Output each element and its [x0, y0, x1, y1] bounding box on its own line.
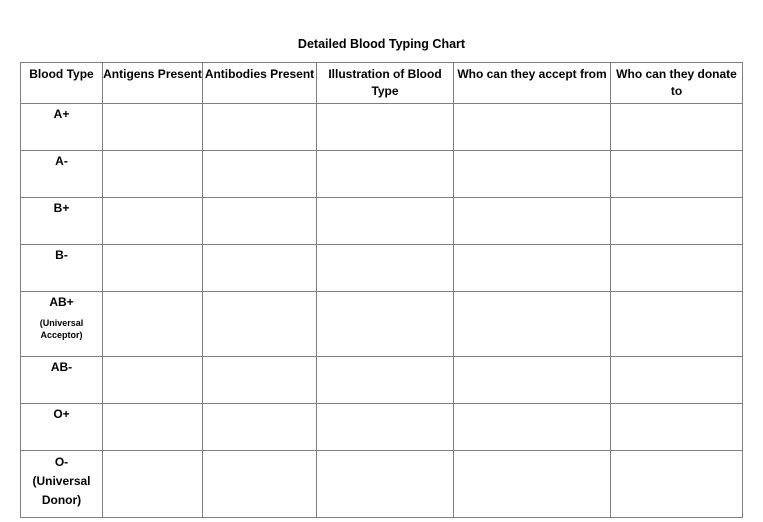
blood-type-cell: [21, 404, 103, 451]
antigens-cell[interactable]: [103, 404, 203, 451]
column-header-illustration: Illustration of Blood Type: [317, 63, 454, 104]
accept-from-cell[interactable]: [454, 198, 611, 245]
blood-type-label: AB-: [50, 360, 73, 374]
antigens-cell[interactable]: [103, 151, 203, 198]
blood-type-note: Donor): [41, 493, 82, 507]
blood-type-cell: [21, 151, 103, 198]
illustration-cell[interactable]: [317, 151, 454, 198]
donate-to-cell[interactable]: [611, 292, 743, 357]
blood-typing-table: [20, 62, 743, 518]
accept-from-cell[interactable]: [454, 404, 611, 451]
accept-from-cell[interactable]: [454, 104, 611, 151]
antigens-cell[interactable]: [103, 198, 203, 245]
column-header-donate-to: Who can they donate to: [611, 63, 743, 104]
blood-type-cell: [21, 245, 103, 292]
table-row: [21, 245, 743, 292]
blood-type-label: AB+: [49, 295, 74, 309]
antibodies-cell[interactable]: [203, 292, 317, 357]
illustration-cell[interactable]: [317, 292, 454, 357]
table-row: [21, 151, 743, 198]
accept-from-cell[interactable]: [454, 292, 611, 357]
column-header-antigens: Antigens Present: [103, 63, 203, 104]
blood-type-label: O-: [54, 455, 69, 469]
blood-type-label: A+: [53, 107, 70, 121]
header-row: [21, 63, 743, 104]
table-row: [21, 104, 743, 151]
donate-to-cell[interactable]: [611, 451, 743, 518]
accept-from-cell[interactable]: [454, 151, 611, 198]
antigens-cell[interactable]: [103, 104, 203, 151]
blood-type-label: B+: [53, 201, 70, 215]
illustration-cell[interactable]: [317, 198, 454, 245]
column-header-blood-type: Blood Type: [21, 63, 103, 104]
table-row: [21, 357, 743, 404]
antibodies-cell[interactable]: [203, 357, 317, 404]
blood-type-label: B-: [55, 248, 68, 262]
blood-type-cell: [21, 292, 103, 357]
illustration-cell[interactable]: [317, 104, 454, 151]
antibodies-cell[interactable]: [203, 245, 317, 292]
column-header-accept-from: Who can they accept from: [454, 63, 611, 104]
table-row: [21, 404, 743, 451]
page-title: Detailed Blood Typing Chart: [297, 37, 466, 51]
blood-type-cell: [21, 104, 103, 151]
table-row: [21, 292, 743, 357]
illustration-cell[interactable]: [317, 404, 454, 451]
table-row: [21, 198, 743, 245]
donate-to-cell[interactable]: [611, 404, 743, 451]
accept-from-cell[interactable]: [454, 357, 611, 404]
illustration-cell[interactable]: [317, 245, 454, 292]
donate-to-cell[interactable]: [611, 198, 743, 245]
column-header-antibodies: Antibodies Present: [203, 63, 317, 104]
blood-type-cell: [21, 198, 103, 245]
blood-type-label: A-: [55, 154, 68, 168]
accept-from-cell[interactable]: [454, 451, 611, 518]
antibodies-cell[interactable]: [203, 151, 317, 198]
antibodies-cell[interactable]: [203, 404, 317, 451]
table-row: [21, 451, 743, 518]
antibodies-cell[interactable]: [203, 451, 317, 518]
antibodies-cell[interactable]: [203, 198, 317, 245]
antigens-cell[interactable]: [103, 357, 203, 404]
accept-from-cell[interactable]: [454, 245, 611, 292]
antigens-cell[interactable]: [103, 245, 203, 292]
blood-type-note: (Universal: [39, 318, 84, 328]
donate-to-cell[interactable]: [611, 357, 743, 404]
antigens-cell[interactable]: [103, 451, 203, 518]
donate-to-cell[interactable]: [611, 151, 743, 198]
blood-type-label: O+: [53, 407, 70, 421]
antibodies-cell[interactable]: [203, 104, 317, 151]
illustration-cell[interactable]: [317, 451, 454, 518]
blood-type-note: (Universal: [32, 474, 91, 488]
donate-to-cell[interactable]: [611, 104, 743, 151]
antigens-cell[interactable]: [103, 292, 203, 357]
illustration-cell[interactable]: [317, 357, 454, 404]
donate-to-cell[interactable]: [611, 245, 743, 292]
blood-type-cell: [21, 357, 103, 404]
blood-type-note: Acceptor): [40, 330, 83, 340]
blood-type-cell: [21, 451, 103, 518]
